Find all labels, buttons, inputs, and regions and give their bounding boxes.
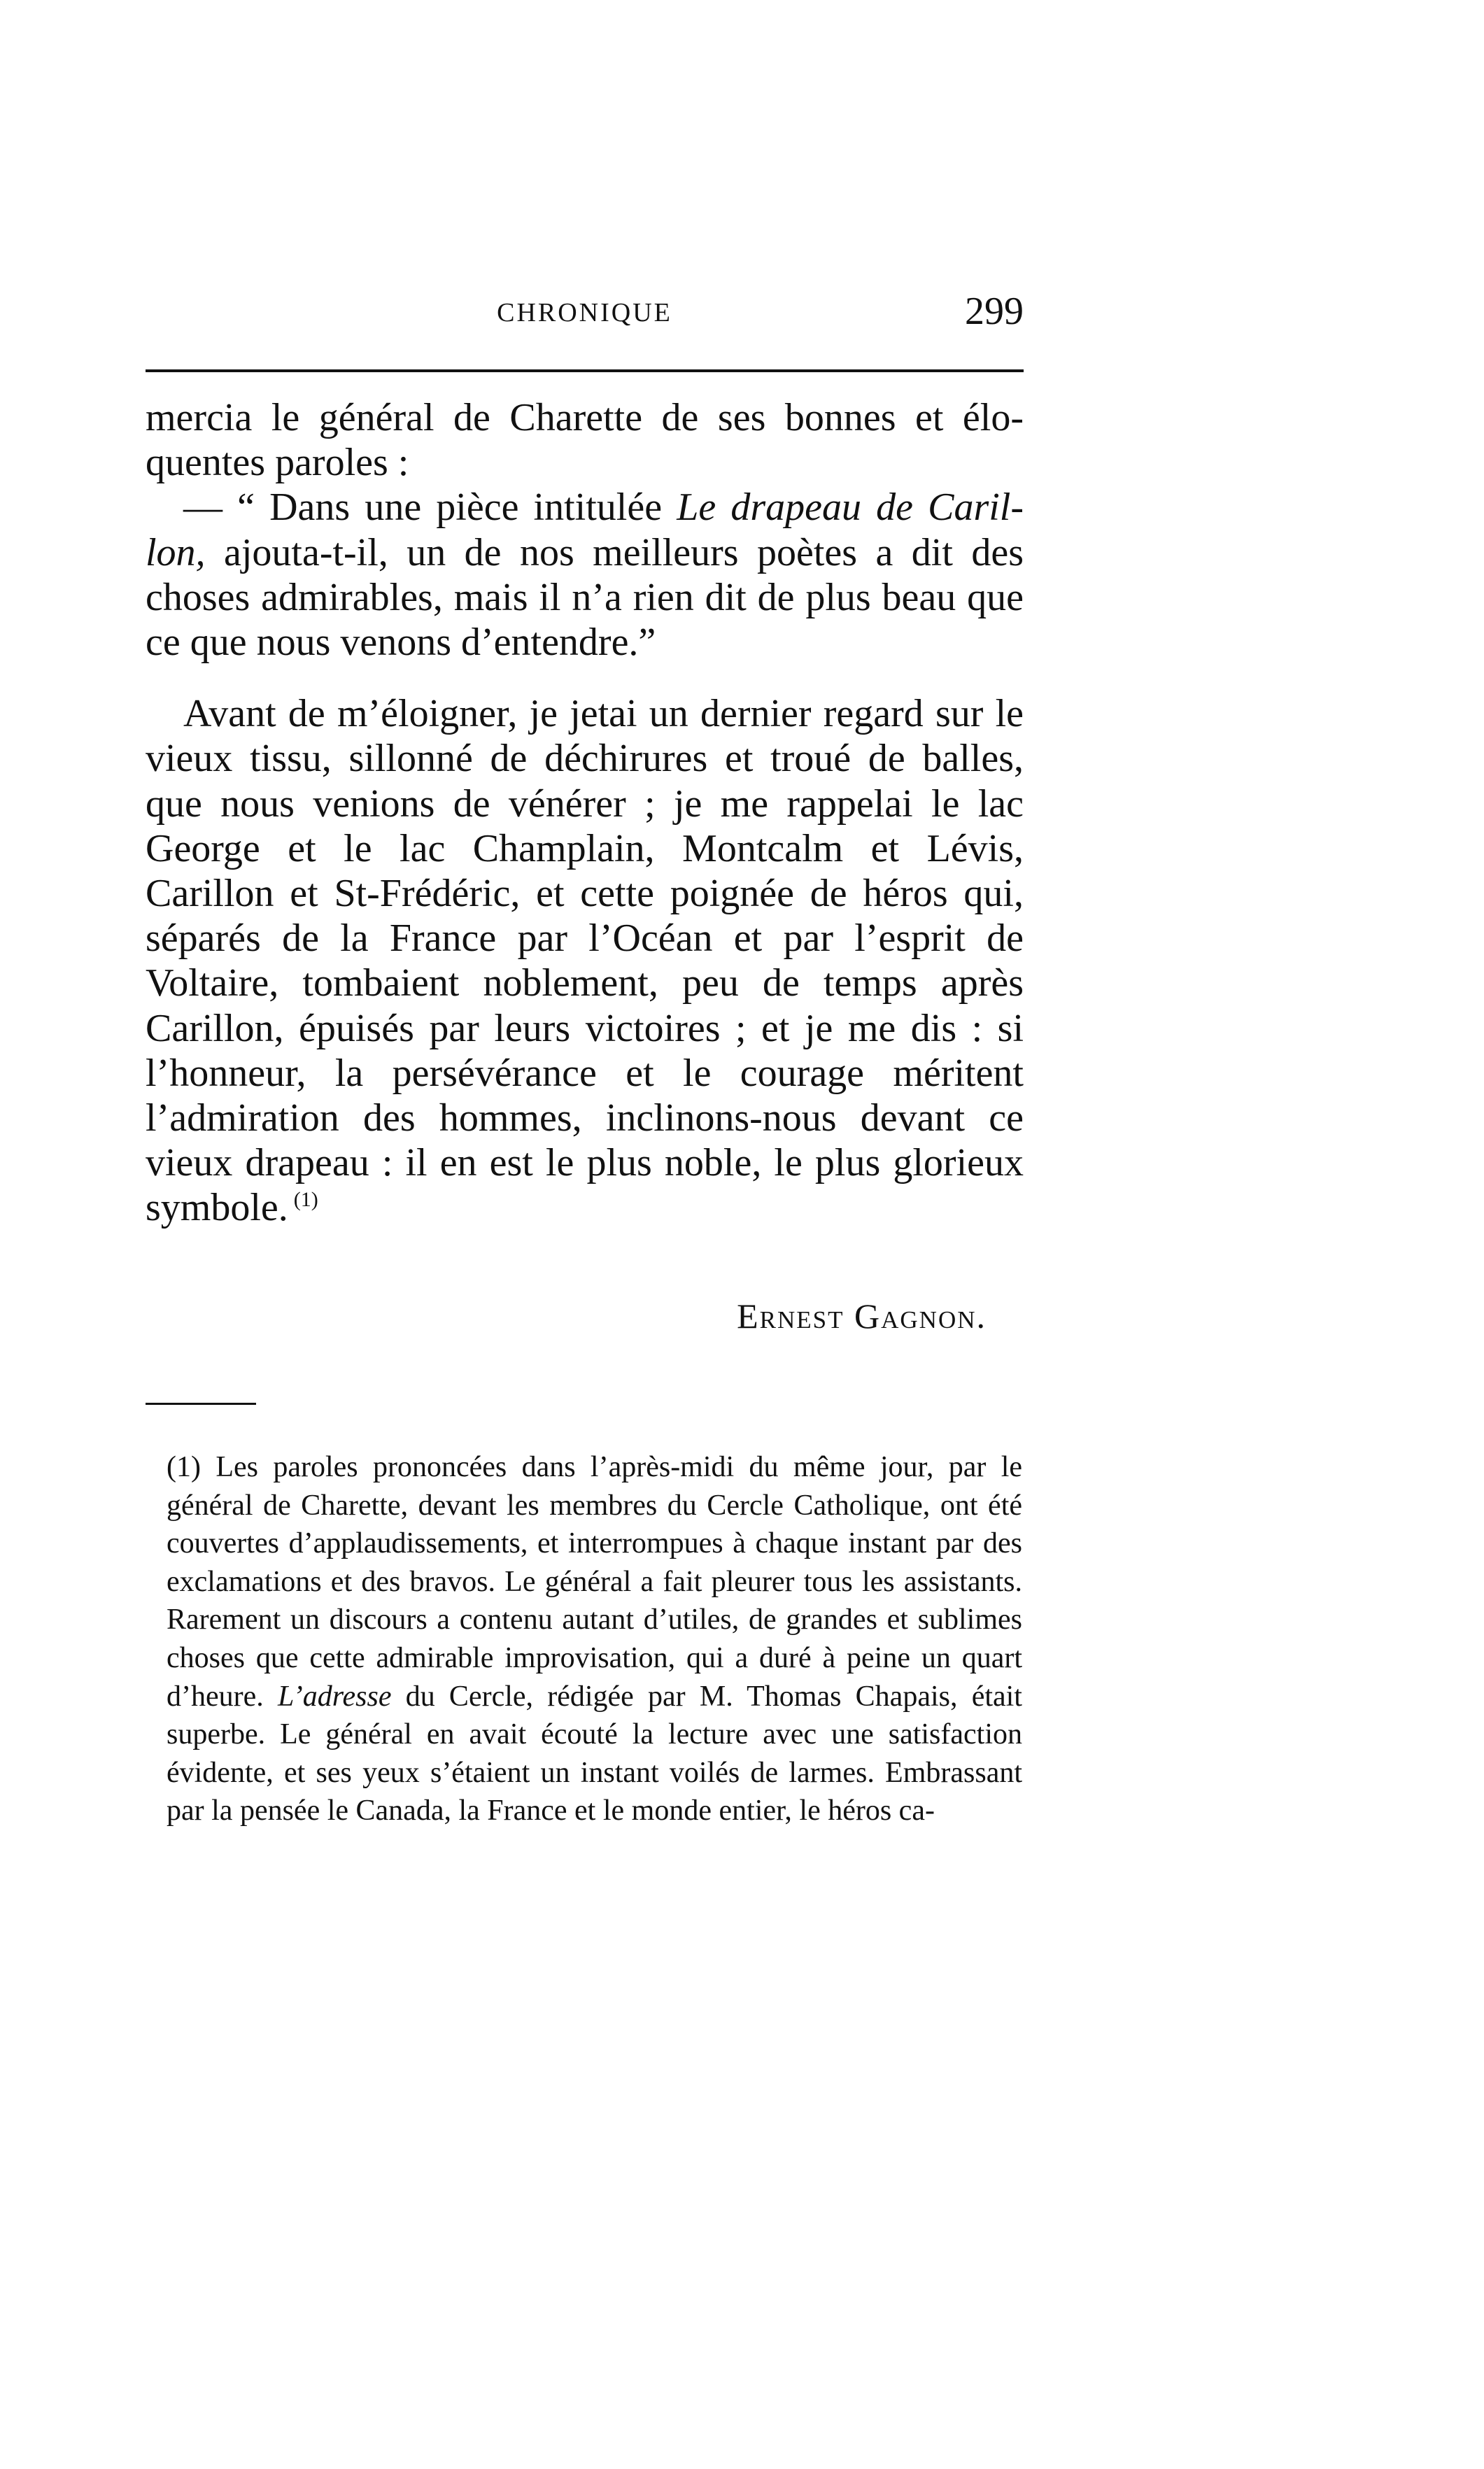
page-number: 299	[965, 290, 1024, 333]
paragraph-2-rest: ajouta-t-il, un de nos meilleurs poètes a dit des choses admirables, mais il n’a rien dit de plus beau que ce que nous venons d’entendre.”	[146, 530, 1024, 665]
paragraph-1: mercia le général de Charette de ses bonnes et éloquentes paroles :	[146, 396, 1024, 485]
footnote-italic: L’adresse	[277, 1680, 392, 1713]
author-signature: Ernest Gagnon.	[737, 1296, 987, 1336]
footnote	[167, 1448, 1022, 1830]
paragraph-3	[146, 691, 1024, 1230]
header-rule	[146, 369, 1024, 372]
paragraph-2-open: — “ Dans une pièce intitulée	[183, 486, 677, 530]
paragraph-3-text: Avant de m’éloigner, je jetai un dernier regard sur le vieux tissu, sillonné de déchirures et troué de balles, que nous venions de vénérer ; je me rappelai le lac George et le lac Champlain, Montcalm et Lévis, Carillon et St-Frédéric, et cette poignée de héros qui, séparés de la France par l’Océan et par l’esprit de Voltaire, tombaient noblement, peu de temps après Carillon, épuisés par leurs victoires ; et je me dis : si l’honneur, la persévérance et le courage méritent l’admiration des hommes, inclinons-nous devant ce vieux drapeau : il en est le plus noble, le plus glorieux symbole.	[146, 692, 1024, 1230]
footnote-text-2: du Cercle, rédigée par M. Thomas Chapais, était superbe. Le général en avait écouté la lecture avec une satisfaction évidente, et ses yeux s’étaient un instant voilés de larmes. Embrassant par la pensée le Canada, la France et le monde entier, le héros ca-	[167, 1680, 1022, 1827]
footnote-rule	[146, 1403, 256, 1405]
work-title: Le drapeau de Carillon,	[146, 486, 1024, 574]
main-text	[146, 395, 1024, 1231]
footnote-reference: (1)	[293, 1188, 318, 1212]
running-head: CHRONIQUE	[497, 298, 672, 327]
paragraph-2	[146, 485, 1024, 665]
page-header	[146, 283, 1024, 339]
footnote-text-1: (1) Les paroles prononcées dans l’après-midi du même jour, par le général de Charette, devant les membres du Cercle Catholique, ont été couvertes d’applaudissements, et interrompues à chaque instant par des exclamations et des bravos. Le général a fait pleurer tous les assistants. Rarement un discours a contenu autant d’utiles, de grandes et sublimes choses que cette admirable improvisation, qui a duré à peine un quart d’heure.	[167, 1451, 1022, 1713]
